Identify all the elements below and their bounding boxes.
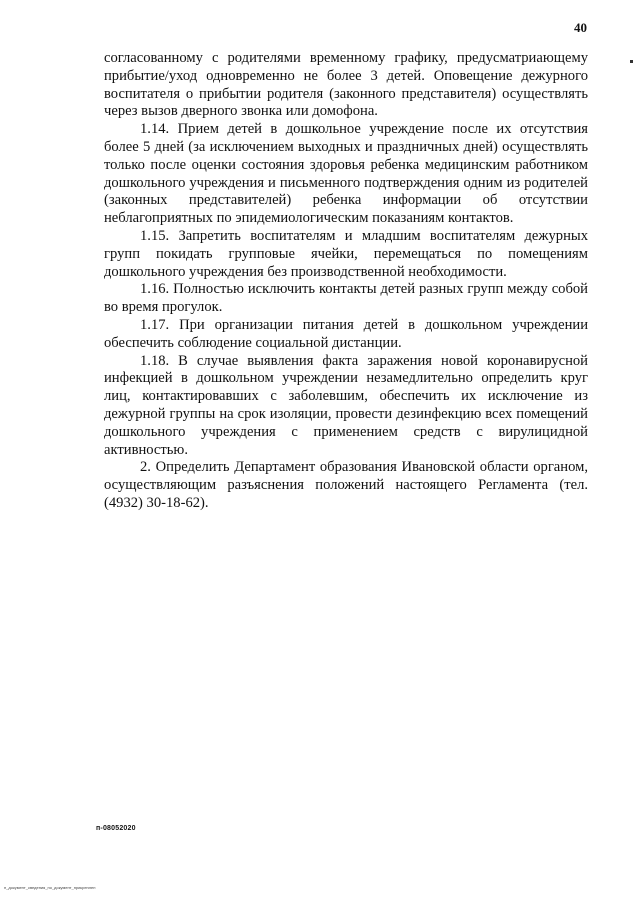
document-code: п-08052020: [96, 825, 136, 832]
paragraph-1-16: 1.16. Полностью исключить контакты детей разных групп между собой во время прогулок.: [104, 281, 588, 316]
paragraph-1-15: 1.15. Запретить воспитателям и младшим воспитателям дежурных групп покидать групповые ячейки, перемещаться по помещениям дошкольного учреждения без производственной необходимости.: [104, 227, 588, 280]
margin-mark: [630, 60, 633, 63]
file-path-footer: п_документ_сведения_по_документ_прикреплен: [4, 885, 96, 890]
paragraph-1-14: 1.14. Прием детей в дошкольное учреждение после их отсутствия более 5 дней (за исключением выходных и праздничных дней) осуществлять только после оценки состояния здоровья ребенка медицинским работником дошкольного учреждения и письменного подтверждения одним из родителей (законных представителей) ребенка информации об отсутствии неблагоприятных по эпидемиологическим показаниям контактов.: [104, 121, 588, 227]
page-number: 40: [574, 20, 587, 35]
paragraph-1-17: 1.17. При организации питания детей в дошкольном учреждении обеспечить соблюдение социальной дистанции.: [104, 316, 588, 351]
paragraph-continuation: согласованному с родителями временному графику, предусматриающему прибытие/уход одновременно не более 3 детей. Оповещение дежурного воспитателя о прибытии родителя (законного представителя) осуществлять через вызов дверного звонка или домофона.: [104, 50, 588, 120]
paragraph-1-18: 1.18. В случае выявления факта заражения новой коронавирусной инфекцией в дошкольном учреждении незамедлительно определить круг лиц, контактировавших с заболевшим, обеспечить их исключение из дежурной группы на срок изоляции, провести дезинфекцию всех помещений дошкольного учреждения с применением средств с вирулицидной активностью.: [104, 352, 588, 458]
document-body: [104, 50, 588, 513]
paragraph-2: 2. Определить Департамент образования Ивановской области органом, осуществляющим разъяснения положений настоящего Регламента (тел. (4932) 30-18-62).: [104, 459, 588, 511]
